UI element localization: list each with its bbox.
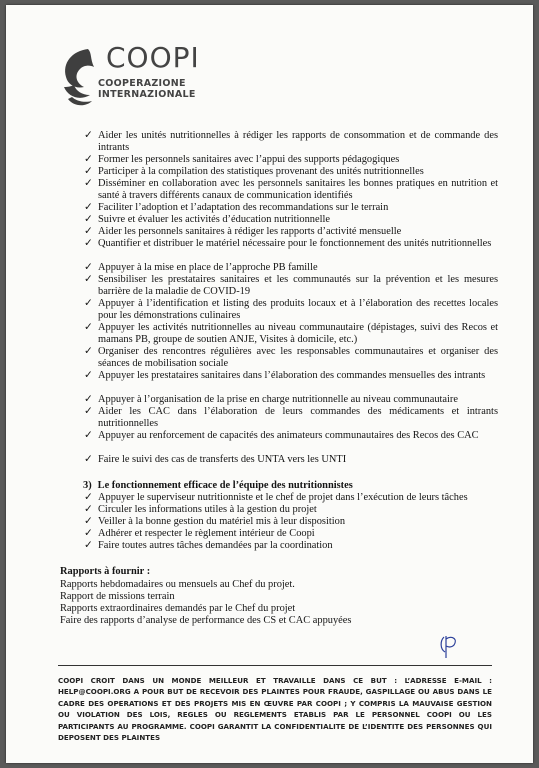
check-icon: ✓ <box>84 298 93 309</box>
brand-line1: COOPERAZIONE <box>98 78 186 89</box>
list-item <box>84 454 498 466</box>
list-item <box>84 322 498 345</box>
check-icon: ✓ <box>84 322 93 333</box>
check-icon: ✓ <box>84 130 93 141</box>
check-icon: ✓ <box>84 262 93 273</box>
list-item-text: Suivre et évaluer les activités d’éducation nutritionnelle <box>98 214 330 225</box>
list-item <box>84 262 498 274</box>
check-icon: ✓ <box>84 202 93 213</box>
report-item: Faire des rapports d’analyse de performance des CS et CAC appuyées <box>60 615 352 626</box>
check-icon: ✓ <box>84 504 93 515</box>
check-icon: ✓ <box>84 394 93 405</box>
list-item-text: Appuyer à la mise en place de l’approche PB famille <box>98 262 318 273</box>
check-icon: ✓ <box>84 178 93 189</box>
report-item: Rapports extraordinaires demandés par le Chef du projet <box>60 603 296 614</box>
list-item-text: Aider les CAC dans l’élaboration de leurs commandes des médicaments et intrants nutritionnelles <box>98 406 498 429</box>
list-item-text: Appuyer au renforcement de capacités des animateurs communautaires des Recos des CAC <box>98 430 479 441</box>
list-item-text: Appuyer à l’organisation de la prise en charge nutritionnelle au niveau communautaire <box>98 394 458 405</box>
list-item <box>84 166 498 178</box>
list-item-text: Appuyer le superviseur nutritionniste et le chef de projet dans l’exécution de leurs tâches <box>98 492 468 503</box>
check-icon: ✓ <box>84 346 93 357</box>
list-item-text: Appuyer à l’identification et listing des produits locaux et à l’élaboration des recettes locales pour les démonstrations culinaires <box>98 298 498 321</box>
reports-title: Rapports à fournir : <box>60 566 151 577</box>
check-icon: ✓ <box>84 226 93 237</box>
report-item: Rapports hebdomadaires ou mensuels au Chef du projet. <box>60 579 295 590</box>
handwritten-initials <box>438 633 460 659</box>
list-item-text: Disséminer en collaboration avec les personnels sanitaires les bonnes pratiques en nutrition et santé à travers différents canaux de communication identifiés <box>98 178 498 201</box>
footer-notice: COOPI CROIT DANS UN MONDE MEILLEUR ET TRAVAILLE DANS CE BUT : L’ADRESSE E-MAIL : HELP@COOPI.ORG A POUR BUT DE RECEVOIR DES PLAINTES POUR FRAUDE, GASPILLAGE OU ABUS DANS LE CADRE DES OPERATIONS ET DES PROJETS MIS EN ŒUVRE PAR COOPI ; Y COMPRIS LA MAUVAISE GESTION OU VIOLATION DES LOIS, REGLES OU REGLEMENTS ETABLIS PAR LE PERSONNEL COOPI OU LES PARTICIPANTS AU PROGRAMME. COOPI GARANTIT LA CONFIDENTIALITE DE L’IDENTITE DES PERSONNES QUI DEPOSENT DES PLAINTES <box>58 676 492 743</box>
list-item-text: Adhérer et respecter le règlement intérieur de Coopi <box>98 528 315 539</box>
list-item-text: Faciliter l’adoption et l’adaptation des recommandations sur le terrain <box>98 202 389 213</box>
list-item-text: Participer à la compilation des statistiques provenant des unités nutritionnelles <box>98 166 424 177</box>
list-item-text: Appuyer les prestataires sanitaires dans l’élaboration des commandes mensuelles des intrants <box>98 370 486 381</box>
list-item <box>84 394 498 406</box>
list-item-text: Organiser des rencontres régulières avec les responsables communautaires et organiser des séances de mobilisation sociale <box>98 346 498 369</box>
check-icon: ✓ <box>84 166 93 177</box>
check-icon: ✓ <box>84 528 93 539</box>
check-icon: ✓ <box>84 492 93 503</box>
list-item-text: Quantifier et distribuer le matériel nécessaire pour le fonctionnement des unités nutritionnelles <box>98 238 492 249</box>
list-item <box>84 226 498 238</box>
list-item <box>84 202 498 214</box>
list-item-text: Sensibiliser les prestataires sanitaires et les communautés sur la prévention et les mesures barrière de la maladie de COVID-19 <box>98 274 498 297</box>
section-title: Le fonctionnement efficace de l’équipe des nutritionnistes <box>97 480 353 491</box>
check-icon: ✓ <box>84 154 93 165</box>
check-icon: ✓ <box>84 238 93 249</box>
list-item <box>84 154 498 166</box>
list-item <box>84 540 498 552</box>
report-item: Rapport de missions terrain <box>60 591 175 602</box>
section-heading <box>83 480 353 492</box>
document-page <box>6 5 533 763</box>
list-item <box>84 528 498 540</box>
check-icon: ✓ <box>84 540 93 551</box>
list-item <box>84 406 498 429</box>
check-icon: ✓ <box>84 430 93 441</box>
check-icon: ✓ <box>84 370 93 381</box>
list-item <box>84 178 498 201</box>
check-icon: ✓ <box>84 274 93 285</box>
section-number: 3) <box>83 480 92 491</box>
brand-name: COOPI <box>106 41 200 74</box>
list-item-text: Circuler les informations utiles à la gestion du projet <box>98 504 317 515</box>
check-icon: ✓ <box>84 454 93 465</box>
list-item-text: Faire toutes autres tâches demandées par la coordination <box>98 540 333 551</box>
list-item <box>84 274 498 297</box>
list-item <box>84 238 498 250</box>
list-item <box>84 430 498 442</box>
list-item-text: Faire le suivi des cas de transferts des UNTA vers les UNTI <box>98 454 347 465</box>
list-item <box>84 130 498 153</box>
list-item-text: Aider les personnels sanitaires à rédiger les rapports d’activité mensuelle <box>98 226 402 237</box>
coopi-swirl-icon <box>58 43 98 111</box>
list-item <box>84 214 498 226</box>
list-item <box>84 298 498 321</box>
list-item-text: Former les personnels sanitaires avec l’appui des supports pédagogiques <box>98 154 400 165</box>
footer-divider <box>58 665 492 666</box>
list-item-text: Veiller à la bonne gestion du matériel mis à leur disposition <box>98 516 346 527</box>
check-icon: ✓ <box>84 516 93 527</box>
list-item-text: Appuyer les activités nutritionnelles au niveau communautaire (dépistages, suivi des Recos et mamans PB, groupe de soutien ANJE, Visites à domicile, etc.) <box>98 322 498 345</box>
check-icon: ✓ <box>84 214 93 225</box>
list-item <box>84 504 498 516</box>
brand-line2: INTERNAZIONALE <box>98 89 196 100</box>
list-item <box>84 370 498 382</box>
list-item-text: Aider les unités nutritionnelles à rédiger les rapports de consommation et de commande des intrants <box>98 130 498 153</box>
list-item <box>84 492 498 504</box>
check-icon: ✓ <box>84 406 93 417</box>
list-item <box>84 346 498 369</box>
list-item <box>84 516 498 528</box>
